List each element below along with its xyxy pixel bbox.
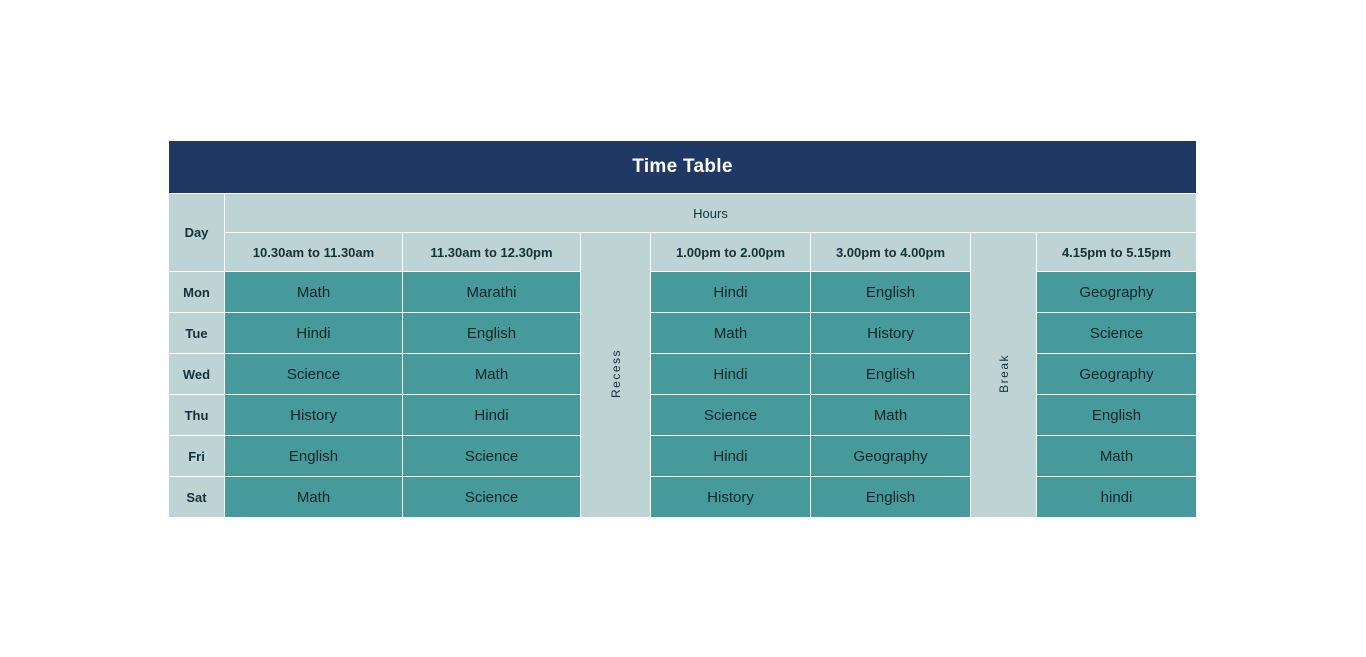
day-label-tue: Tue bbox=[169, 313, 225, 354]
time-slot-header-2: 11.30am to 12.30pm bbox=[403, 233, 581, 272]
timetable-container bbox=[168, 140, 1196, 518]
subject-tue-1: Hindi bbox=[225, 313, 403, 354]
day-label-sat: Sat bbox=[169, 477, 225, 518]
table-row bbox=[169, 272, 1197, 313]
table-row bbox=[169, 436, 1197, 477]
day-column-header: Day bbox=[169, 194, 225, 272]
day-label-mon: Mon bbox=[169, 272, 225, 313]
subject-mon-1: Math bbox=[225, 272, 403, 313]
time-slot-header-1: 10.30am to 11.30am bbox=[225, 233, 403, 272]
table-row bbox=[169, 395, 1197, 436]
title-row bbox=[169, 141, 1197, 194]
table-row bbox=[169, 354, 1197, 395]
subject-thu-1: History bbox=[225, 395, 403, 436]
subject-mon-3: Hindi bbox=[651, 272, 811, 313]
subject-tue-3: Math bbox=[651, 313, 811, 354]
break-column bbox=[971, 233, 1037, 518]
subject-fri-4: Geography bbox=[811, 436, 971, 477]
subject-wed-4: English bbox=[811, 354, 971, 395]
subject-sat-3: History bbox=[651, 477, 811, 518]
subject-thu-5: English bbox=[1037, 395, 1197, 436]
subject-thu-4: Math bbox=[811, 395, 971, 436]
break-label: Break bbox=[996, 354, 1011, 393]
hours-header-row bbox=[169, 194, 1197, 233]
subject-sat-4: English bbox=[811, 477, 971, 518]
table-row bbox=[169, 477, 1197, 518]
day-label-thu: Thu bbox=[169, 395, 225, 436]
subject-tue-2: English bbox=[403, 313, 581, 354]
time-slot-header-4: 3.00pm to 4.00pm bbox=[811, 233, 971, 272]
day-label-wed: Wed bbox=[169, 354, 225, 395]
subject-wed-3: Hindi bbox=[651, 354, 811, 395]
slot-header-row bbox=[169, 233, 1197, 272]
recess-label: Recess bbox=[608, 348, 623, 398]
subject-fri-1: English bbox=[225, 436, 403, 477]
time-slot-header-3: 1.00pm to 2.00pm bbox=[651, 233, 811, 272]
subject-mon-5: Geography bbox=[1037, 272, 1197, 313]
subject-thu-3: Science bbox=[651, 395, 811, 436]
table-row bbox=[169, 313, 1197, 354]
page-title: Time Table bbox=[169, 141, 1197, 194]
subject-wed-1: Science bbox=[225, 354, 403, 395]
subject-tue-4: History bbox=[811, 313, 971, 354]
subject-sat-5: hindi bbox=[1037, 477, 1197, 518]
subject-mon-4: English bbox=[811, 272, 971, 313]
subject-wed-5: Geography bbox=[1037, 354, 1197, 395]
subject-tue-5: Science bbox=[1037, 313, 1197, 354]
time-slot-header-5: 4.15pm to 5.15pm bbox=[1037, 233, 1197, 272]
subject-sat-2: Science bbox=[403, 477, 581, 518]
subject-wed-2: Math bbox=[403, 354, 581, 395]
recess-column bbox=[581, 233, 651, 518]
hours-header: Hours bbox=[225, 194, 1197, 233]
subject-fri-2: Science bbox=[403, 436, 581, 477]
subject-thu-2: Hindi bbox=[403, 395, 581, 436]
timetable bbox=[168, 140, 1197, 518]
subject-mon-2: Marathi bbox=[403, 272, 581, 313]
subject-sat-1: Math bbox=[225, 477, 403, 518]
day-label-fri: Fri bbox=[169, 436, 225, 477]
subject-fri-5: Math bbox=[1037, 436, 1197, 477]
subject-fri-3: Hindi bbox=[651, 436, 811, 477]
